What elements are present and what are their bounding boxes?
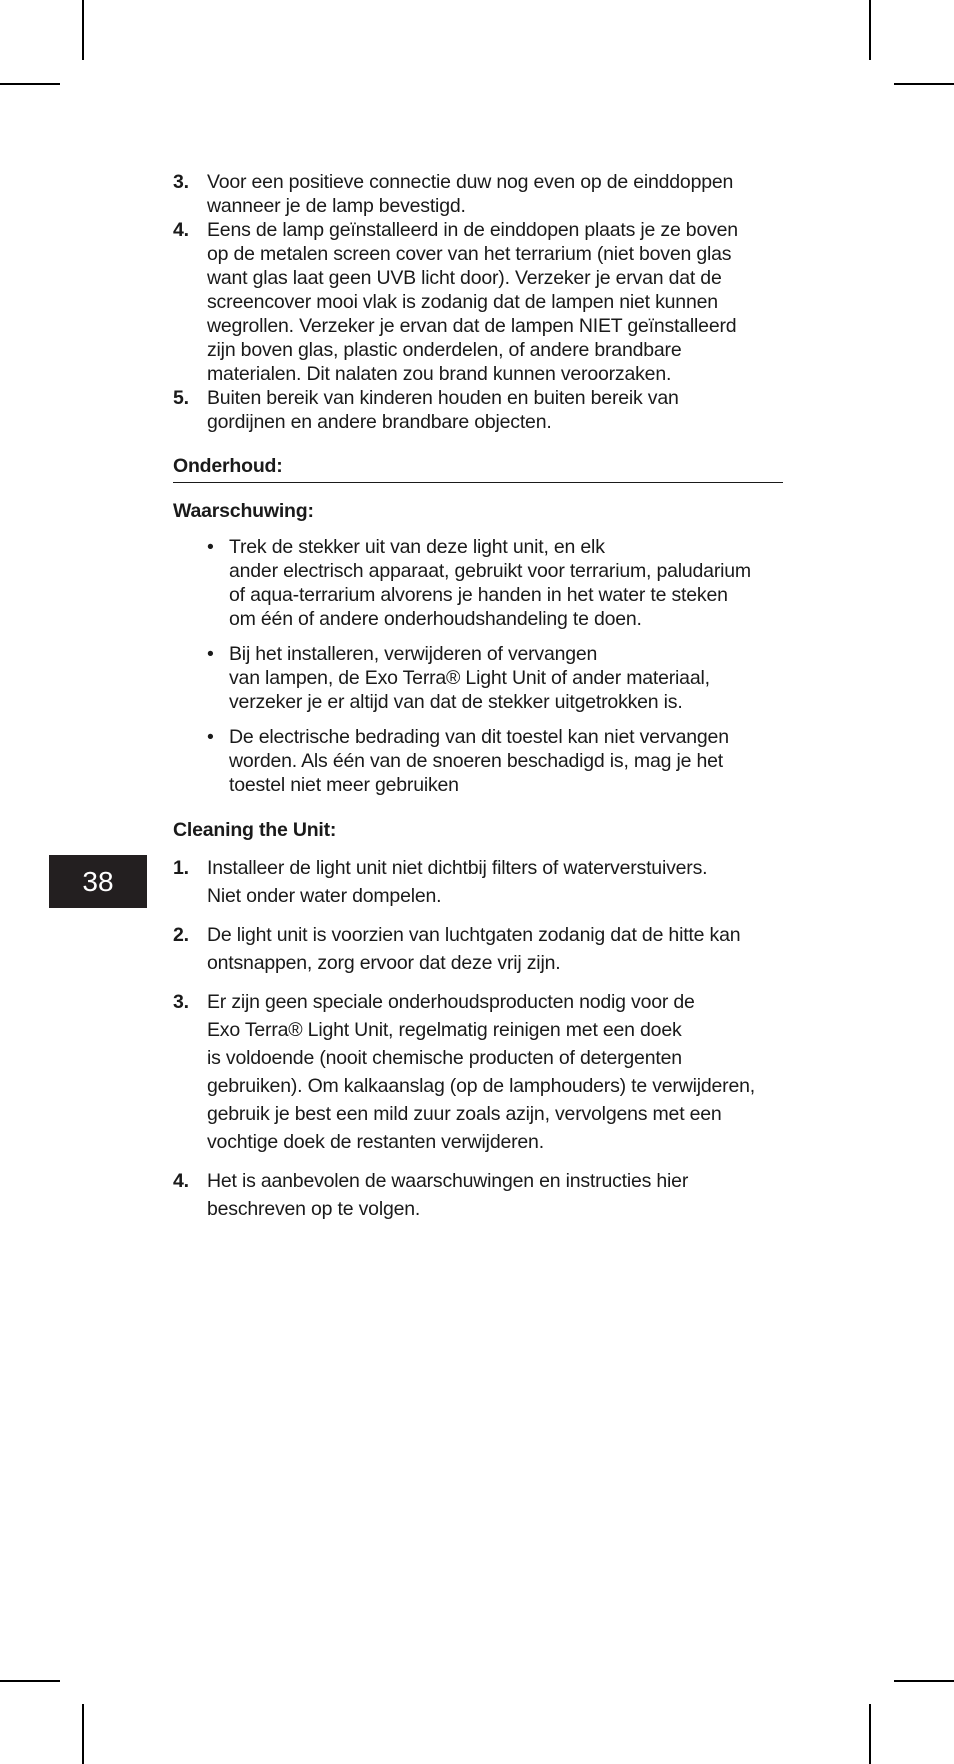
crop-mark-bottom-right-horizontal [894,1680,954,1682]
warning-text: Trek de stekker uit van deze light unit, en elk ander electrisch apparaat, gebruikt voor terrarium, paludarium of aqua-terrarium alvorens je handen in het water te steken om één of andere onderhoudshandeling te doen. [229,536,751,630]
cleaning-steps-list [173,854,783,1223]
step-text: Buiten bereik van kinderen houden en buiten bereik van gordijnen en andere brandbare objecten. [207,387,679,433]
crop-mark-top-right-horizontal [894,83,954,85]
step-number: 3. [173,171,189,193]
step-number: 5. [173,387,189,409]
step-number: 2. [173,924,189,946]
maintenance-heading: Onderhoud: [173,455,283,477]
page-content [173,170,783,1223]
crop-mark-bottom-left-horizontal [0,1680,60,1682]
page-number-tab [49,855,147,908]
page-number: 38 [82,865,114,897]
install-step [173,386,783,434]
step-number: 4. [173,219,189,241]
crop-mark-bottom-left-vertical [82,1704,84,1764]
install-steps-list [173,170,783,434]
step-text: Voor een positieve connectie duw nog even op de einddoppen wanneer je de lamp bevestigd. [207,171,734,217]
cleaning-step [173,988,783,1156]
step-text: Eens de lamp geïnstalleerd in de einddopen plaats je ze boven op de metalen screen cover van het terrarium (niet boven glas want glas laat geen UVB licht door). Verzeker je ervan dat de screencover mooi vlak is zodanig dat de lampen niet kunnen wegrollen. Verzeker je ervan dat de lampen NIET geïnstalleerd zijn boven glas, plastic onderdelen, of andere brandbare materialen. Dit nalaten zou brand kunnen veroorzaken. [207,219,738,385]
warning-heading: Waarschuwing: [173,500,314,522]
warning-list [173,535,783,797]
install-step [173,170,783,218]
cleaning-heading: Cleaning the Unit: [173,819,337,841]
bullet-icon: • [207,536,214,558]
cleaning-step [173,921,783,977]
crop-mark-bottom-right-vertical [869,1704,871,1764]
step-number: 1. [173,857,189,879]
bullet-icon: • [207,726,214,748]
step-text: Er zijn geen speciale onderhoudsproducten nodig voor de Exo Terra® Light Unit, regelmatig reinigen met een doek is voldoende (nooit chemische producten of detergenten gebruiken). Om kalkaanslag (op de lamphouders) te verwijderen, gebruik je best een mild zuur zoals azijn, vervolgens met een vochtige doek de restanten verwijderen. [207,991,755,1153]
cleaning-step [173,854,783,910]
crop-mark-top-right-vertical [869,0,871,60]
crop-mark-top-left-vertical [82,0,84,60]
warning-text: Bij het installeren, verwijderen of vervangen van lampen, de Exo Terra® Light Unit of ander materiaal, verzeker je er altijd van dat de stekker uitgetrokken is. [229,643,710,713]
warning-item [173,642,783,714]
step-text: Het is aanbevolen de waarschuwingen en instructies hier beschreven op te volgen. [207,1170,689,1220]
crop-mark-top-left-horizontal [0,83,60,85]
step-text: De light unit is voorzien van luchtgaten zodanig dat de hitte kan ontsnappen, zorg ervoor dat deze vrij zijn. [207,924,741,974]
step-number: 3. [173,991,189,1013]
step-text: Installeer de light unit niet dichtbij filters of waterverstuivers. Niet onder water dompelen. [207,857,708,907]
cleaning-step [173,1167,783,1223]
warning-text: De electrische bedrading van dit toestel kan niet vervangen worden. Als één van de snoeren beschadigd is, mag je het toestel niet meer gebruiken [229,726,729,796]
bullet-icon: • [207,643,214,665]
warning-item [173,725,783,797]
section-divider [173,482,783,483]
install-step [173,218,783,386]
warning-item [173,535,783,631]
step-number: 4. [173,1170,189,1192]
